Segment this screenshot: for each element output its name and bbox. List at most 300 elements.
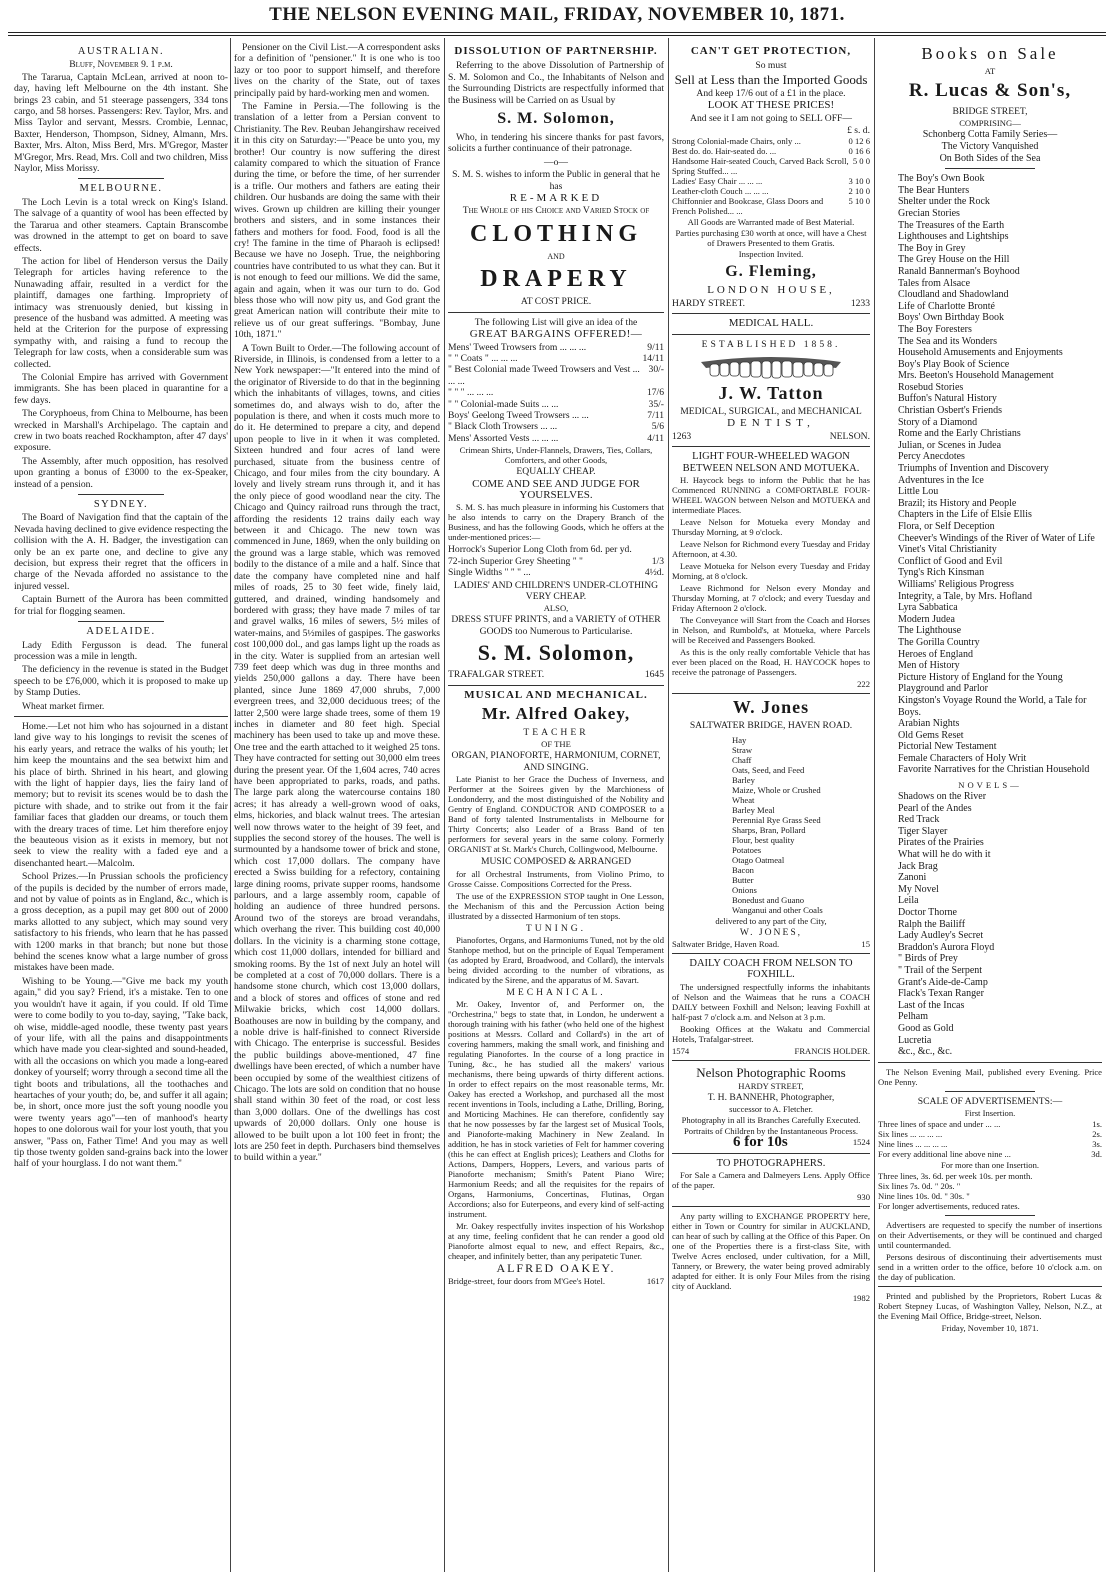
book-item: Tales from Alsace (898, 277, 971, 289)
price-value: 9/11 (647, 341, 664, 353)
book-item: Lyra Sabbatica (898, 602, 958, 614)
price-row (672, 176, 870, 186)
bargains-heading: GREAT BARGAINS OFFERED!— (469, 328, 643, 341)
divider (945, 168, 1035, 169)
book-item: The Victory Vanquished (941, 141, 1039, 152)
come-and-see: COME AND SEE AND JUDGE FOR YOURSELVES. (472, 477, 640, 501)
column-1 (14, 42, 228, 1568)
book-list (878, 173, 1102, 776)
book-item: The Treasures of the Earth (898, 219, 1005, 231)
book-item: Triumphs of Invention and Discovery (898, 463, 1049, 475)
exchange-text: Any party willing to EXCHANGE PROPERTY here, either in Town or Country for similar in AUCKLAND, can hear of such by calling at the Office of this Paper. On one of the Properties there is a first-class Site, with Twelve Acres enclosed, under cultivation, for a Mill, Tannery, or Brewery, the water being proved admirably adapted for either. It is only Four Miles from the rising city of Auckland. (672, 1210, 870, 1291)
as-this-text: As this is the only really comfortable Vehicle that has ever been placed on the Road, H. HAYCOCK hopes to receive the patronage of Passengers. (672, 647, 870, 678)
oakey-signature: ALFRED OAKEY. (496, 1261, 616, 1276)
of-the-label: OF THE (541, 739, 571, 750)
music-composed: MUSIC COMPOSED & ARRANGED (480, 856, 632, 868)
divider (878, 1286, 1102, 1287)
comprising-label: COMPRISING— (959, 118, 1021, 129)
teeth-illustration (696, 354, 846, 380)
solomon-name: S. M. Solomon, (497, 110, 615, 128)
price-item: Six lines ... ... ... ... (878, 1129, 943, 1140)
column-5 (878, 42, 1102, 1568)
novel-list (878, 791, 1102, 1058)
goods-item: Potatoes (732, 844, 762, 855)
printed-date: Friday, November 10, 1871. (941, 1323, 1039, 1334)
photo-heading: Nelson Photographic Rooms (696, 1064, 846, 1080)
price-item: For every additional line above nine ... (878, 1149, 1011, 1160)
price-value: 5/6 (651, 421, 664, 433)
dress-stuff: DRESS STUFF PRINTS, and a VARIETY of OTHER GOODS too Numerous to Particularise. (451, 614, 661, 637)
masthead-rule (8, 32, 1106, 33)
ad-number: 15 (861, 938, 870, 949)
divider (672, 334, 870, 335)
book-item: Ranald Bannerman's Boyhood (898, 265, 1020, 277)
goods-item: Chaff (732, 754, 752, 765)
price-row (672, 156, 870, 176)
bluff-article: The Tararua, Captain McLean, arrived at noon to-day, having left Melbourne on the 4th instant. She brings 23 cabin, and 51 steerage passengers, 334 tons cargo, and 58 horses. Passengers: Rev. Taylor, Mrs. and Miss Taylor and servant, Messrs. Crombie, Lennac, Baxter, Henderson, Thompson, Sidney, Almann, Mrs. Baxter, Mrs. Alton, Miss Berd, Mrs. M'Gregor, Master M'Gregor, Mrs. Read, Mrs. Coll and two children, Miss Naylor, Miss Morissy. (14, 71, 228, 175)
ad-number: 930 (857, 1191, 870, 1202)
price-item: Ladies' Easy Chair ... ... ... (672, 176, 763, 187)
book-item: The Lighthouse (898, 625, 962, 637)
price-value (660, 544, 664, 555)
book-item: The Grey House on the Hill (898, 254, 1010, 266)
price-item: Horrock's Superior Long Cloth from 6d. per yd. (448, 544, 632, 556)
price-value: 2s. (1092, 1129, 1102, 1140)
goods-item: Sharps, Bran, Pollard (732, 824, 806, 835)
trafalgar-line (448, 669, 664, 680)
melbourne-heading: MELBOURNE. (79, 183, 163, 195)
photo-hardy-street: HARDY STREET, (738, 1080, 804, 1091)
ad-number: 1982 (852, 1292, 870, 1303)
book-item: Lighthouses and Lightships (898, 231, 1009, 243)
price-row (448, 353, 664, 364)
more-than-one: For more than one Insertion. (940, 1160, 1040, 1171)
price-row (448, 556, 664, 567)
divider (672, 1153, 870, 1154)
jones-address-line (672, 939, 870, 949)
nelson-label: NELSON. (829, 430, 870, 442)
price-item: Best do. do. Hair-seated do. ... (672, 146, 777, 157)
ad-number: 1263 (672, 430, 692, 442)
masthead: THE NELSON EVENING MAIL, FRIDAY, NOVEMBER 10, 1871. (269, 4, 845, 25)
organ-label: ORGAN, PIANOFORTE, HARMONIUM, CORNET, AND SINGING. (451, 750, 661, 773)
rates-table (878, 1119, 1102, 1159)
price-value: 3 10 0 (848, 176, 870, 187)
portraits-line: Portraits of Children by the Instantaneous Process. (684, 1126, 858, 1137)
book-item: Christian Osbert's Friends (898, 405, 1003, 417)
clothing-heading: CLOTHING (469, 220, 643, 247)
divider (78, 621, 164, 622)
price-item: " Black Cloth Trowsers ... ... (448, 421, 558, 433)
coach-text: The undersigned respectfully informs the inhabitants of Nelson and the Waimeas that he runs a COACH DAILY between Foxhill and Nelson; leaving Foxhill at half-past 7 o'clock a.m. and Nelson at 3 p.m. (672, 981, 870, 1022)
jones-signature: W. JONES, (739, 926, 803, 938)
photo-branches: Photography in all its Branches Carefully Executed. (681, 1115, 861, 1126)
wagon-time: Leave Motueka for Nelson every Tuesday and Friday Morning, at 8 o'clock. (672, 561, 870, 582)
dissolution-text: Referring to the above Dissolution of Partnership of S. M. Solomon and Co., the Inhabitants of Nelson and the Surrounding Districts are respectfully informed that the Business will be Carried on as Usual by (448, 60, 664, 106)
melbourne-para: The action for libel of Henderson versus the Daily Telegraph for articles having reference to the Nunawading affair, resulted in a verdict for the plaintiff, damages one farthing. Impropriety of intimacy was strenuously denied, but kissing in presence of the husband was admitted. A meeting was held at the Criterion for the purpose of expressing sympathy with, and raising a fund to recoup the Telegraph for law costs, when a considerable sum was collected. (14, 255, 228, 370)
goods-item: Barley (732, 774, 755, 785)
book-item: Shelter under the Rock (898, 196, 990, 208)
divider (672, 446, 870, 447)
price-item: Chiffonnier and Bookcase, Glass Doors and French Polished... ... (672, 196, 824, 217)
mechanical-heading: MECHANICAL. (506, 987, 606, 999)
price-value: 7/11 (647, 409, 664, 421)
rate-line: Six lines 7s. 0d. " 20s. " (878, 1181, 961, 1192)
book-item: Williams' Religious Progress (898, 578, 1014, 590)
divider (878, 1062, 1102, 1063)
book-item: Little Lou (898, 486, 939, 498)
remarked-label: RE-MARKED (509, 192, 603, 205)
book-item: The Boy's Own Book (898, 173, 985, 185)
column-3 (448, 42, 664, 1568)
advertisers-note: Advertisers are requested to specify the number of insertions on their Advertisements, or they will be continued and charged until countermanded. (878, 1220, 1102, 1251)
composed-text: for all Orchestral Instruments, from Violino Primo, to Grosse Caisse. Compositions Corrected for the Press. (448, 868, 664, 889)
oakey-address-line (448, 1276, 664, 1286)
book-item: Kingston's Voyage Round the World, a Tale for Boys. (898, 694, 1087, 718)
goods-item: Bonedust and Guano (732, 894, 805, 905)
book-item: Percy Anecdotes (898, 451, 965, 463)
oakey-invitation: Mr. Oakey respectfully invites inspection of his Workshop at any time, feeling confident that he can render a good old Pianoforte almost equal to new, and effect Repairs, &c., cheaper, and infinitely better, than any peripatetic Tuner. (448, 1221, 664, 1262)
goods-item: Oats, Seed, and Feed (732, 764, 805, 775)
goods-item: Hay (732, 734, 747, 745)
wagon-heading: LIGHT FOUR-WHEELED WAGON BETWEEN NELSON AND MOTUEKA. (682, 451, 860, 474)
book-item: Picture History of England for the Young (898, 671, 1063, 683)
book-item: Conflict of Good and Evil (898, 555, 1003, 567)
price-value: 3d. (1091, 1149, 1102, 1160)
tuning-heading: TUNING. (525, 922, 587, 934)
book-item: Cloudland and Shadowland (898, 289, 1009, 301)
book-item: The Bear Hunters (898, 184, 970, 196)
fleming-name: G. Fleming, (725, 263, 817, 281)
price-item: Leather-cloth Couch ... ... ... (672, 186, 769, 197)
goods-item: Straw (732, 744, 753, 755)
cost-price: AT COST PRICE. (520, 296, 592, 308)
book-item: Grecian Stories (898, 207, 960, 219)
price-value: 0 16 6 (848, 146, 870, 157)
melbourne-para: The Assembly, after much opposition, has resolved upon granting a bonus of £3000 to the ex-Speaker, instead of a pension. (14, 455, 228, 490)
price-row (672, 136, 870, 146)
book-item: Tyng's Rich Kinsman (898, 567, 985, 579)
haycock-text: H. Haycock begs to inform the Public that he has Commenced RUNNING a COMFORTABLE FOUR-WHEEL WAGON between Nelson and MOTUEKA and intermediate Places. (672, 475, 870, 516)
rate-line: Three lines, 3s. 6d. per week 10s. per month. (878, 1171, 1033, 1182)
also-label: ALSO, (543, 603, 569, 614)
novel-item: Jack Brag (898, 860, 938, 872)
feed-goods-list (672, 735, 870, 915)
wagon-time: Leave Nelson for Richmond every Tuesday and Friday Afternoon, at 4.30. (672, 539, 870, 560)
novel-item: Good as Gold (898, 1022, 954, 1034)
cotta-series (878, 129, 1102, 164)
so-must: So must (755, 60, 787, 72)
book-item: Julian, or Scenes in Judea (898, 439, 1002, 451)
six-for-ten: 6 for 10s (733, 1134, 788, 1151)
divider (448, 312, 664, 313)
ad-number: 1645 (644, 669, 664, 681)
divider (672, 1060, 870, 1061)
book-item: Boys' Own Birthday Book (898, 312, 1004, 324)
solomon-signature: S. M. Solomon, (477, 640, 635, 666)
novel-item: Shadows on the River (898, 791, 987, 803)
price-item: Three lines of space and under ... ... (878, 1119, 1001, 1130)
successor-line: successor to A. Fletcher. (729, 1104, 813, 1115)
adelaide-para: Lady Edith Fergusson is dead. The funeral procession was a mile in length. (14, 639, 228, 662)
novel-item: Last of the Incas (898, 999, 965, 1011)
column-4 (672, 42, 870, 1568)
for-sale-text: For Sale a Camera and Dalmeyers Lens. Apply Office of the paper. (672, 1169, 870, 1190)
stock-text: The Whole of his Choice and Varied Stock of (462, 205, 650, 217)
list-intro: The following List will give an idea of the (474, 316, 638, 328)
column-divider (444, 38, 445, 1572)
sydney-heading: SYDNEY. (93, 499, 149, 511)
price-row (448, 342, 664, 353)
lsd-header: £ s. d. (847, 125, 870, 137)
price-item: " " " ... ... ... (448, 387, 494, 399)
bridge-street: BRIDGE STREET, (952, 106, 1028, 117)
book-item: Rome and the Early Christians (898, 428, 1021, 440)
divider-mark: —o— (544, 156, 568, 168)
famine-article: The Famine in Persia.—The following is the translation of a letter from a Persian convent to Christianity. The Rev. Reuban Jehangirshaw received it in this city on Saturday:—"Peace be unto you, my brother! Our country is now suffering the direst calamity compared to which the situation of France during the time, or before the time, of her surrender is a trifle. Our mothers and fathers are eating their children. Our husbands are doing the same with their wives. Grown up children are killing their younger brothers and sisters, and in some instances their fathers and mothers for food. Food, food is all the cry! The famine in the time of Pharaoh is eclipsed! Because we have no Joseph. True, the neighboring countries have contributed to us what they can. But it is not enough to feed our millions. We did the same, again and again, when it was our turn to do. God bless those who will now pity us, and God grant the great American nation will contribute their mite to relieve us of our great sufferings. "Bombay, June 10th, 1871." (234, 101, 440, 341)
tatton-name: J. W. Tatton (718, 383, 824, 404)
dentist-label: DENTIST, (727, 417, 815, 430)
masthead-rule-2 (8, 35, 1106, 36)
melbourne-para: The Coryphoeus, from China to Melbourne, has been wrecked in Marshall's Archipelago. The captain and crew in two boats reached Rockhampton, after 47 days' exposure. (14, 408, 228, 454)
booking-text: Booking Offices at the Wakatu and Commercial Hotels, Trafalgar-street. (672, 1023, 870, 1044)
ad-number: 1233 (850, 297, 870, 309)
rate-line: Nine lines 10s. 0d. " 30s. " (878, 1191, 970, 1202)
divider (78, 178, 164, 179)
teacher-label: TEACHER (523, 727, 589, 739)
bannehr-name: T. H. BANNEHR, Photographer, (707, 1091, 835, 1103)
school-prizes-article: School Prizes.—In Prussian schools the proficiency of the pupils is decided by the number of errors made, and not by value of points as in England, &c., which is a gross deception, as a pupil may get 800 out of 2000 marks allotted to any subject, which may sound very satisfactory to his friends, who learn that he has passed with 1200 marks in that branch; but none but those behind the scenes know what a large number of gross mistakes have been made. (14, 871, 228, 974)
goods-item: Barley Meal (732, 804, 775, 815)
musical-heading: MUSICAL AND MECHANICAL. (464, 688, 648, 701)
price-value: 14/11 (642, 352, 664, 364)
adelaide-heading: ADELAIDE. (86, 626, 156, 638)
book-item: The Boy in Grey (898, 242, 966, 254)
price-row (448, 421, 664, 432)
hardy-street: HARDY STREET. (672, 297, 746, 309)
book-item: Life of Charlotte Bronté (898, 300, 995, 312)
book-item: Integrity, a Tale, by Mrs. Hofland (898, 590, 1032, 602)
coach-heading: DAILY COACH FROM NELSON TO FOXHILL. (689, 957, 853, 981)
book-item: The Gorilla Country (898, 636, 980, 648)
novel-item: Pelham (898, 1011, 928, 1023)
novel-item: " Trail of the Serpent (898, 964, 983, 976)
novel-item: Ralph the Bailiff (898, 918, 966, 930)
australian-heading: AUSTRALIAN. (77, 46, 165, 57)
price-value: 5 0 0 (852, 156, 870, 167)
adelaide-para: Wheat market firmer. (22, 700, 105, 712)
novel-item: What will he do with it (898, 849, 991, 861)
coach-footer (672, 1046, 870, 1056)
inspection-line: Inspection Invited. (738, 249, 804, 260)
book-item: Household Amusements and Enjoyments (898, 347, 1063, 359)
price-row (448, 364, 664, 387)
book-item: Old Gems Reset (898, 729, 964, 741)
book-item: Arabian Nights (898, 718, 960, 730)
divider (448, 685, 664, 686)
parties-line: Parties purchasing £30 worth at once, will have a Chest of Drawers Presented to them Gratis. (675, 228, 867, 249)
price-item: " " Colonial-made Suits ... ... (448, 398, 559, 410)
price-row (672, 146, 870, 156)
book-item: Cheever's Windings of the River of Water of Life (898, 532, 1095, 544)
novel-item: " Birds of Prey (898, 953, 958, 965)
divider (672, 313, 870, 314)
price-item: Handsome Hair-seated Couch, Carved Back Scroll, Spring Stuffed... ... (672, 156, 849, 177)
goods-item: Perennial Rye Grass Seed (732, 814, 821, 825)
price-value: 1/3 (651, 555, 664, 567)
jones-address: Saltwater Bridge, Haven Road. (672, 938, 780, 949)
goods-item: Onions (732, 884, 757, 895)
longer-ads: For longer advertisements, reduced rates. (878, 1201, 1020, 1212)
sydney-para: The Board of Navigation find that the captain of the Nevada having declined to give evidence respecting the collision with the A. H. Badger, the investigation can only be an ex parte one, and decline to give any decision, but express their regret that the officers in charge of the Nevada afforded no assistance to the injured vessel. (14, 512, 228, 592)
divider (672, 693, 870, 694)
book-item: Schonberg Cotta Family Series— (922, 129, 1058, 141)
delivered-line: delivered to any part of the City, (715, 915, 827, 926)
divider (78, 494, 164, 495)
book-item: Mrs. Beeton's Household Management (898, 370, 1054, 382)
book-item: Pictorial New Testament (898, 741, 997, 753)
hardy-line (672, 298, 870, 309)
price-value: 4½d. (644, 567, 664, 579)
book-item: Buffon's Natural History (898, 393, 997, 405)
price-item: 72-inch Superior Grey Sheeting " " (448, 555, 583, 567)
goods-item: Otago Oatmeal (732, 854, 785, 865)
goods-item: Bacon (732, 864, 754, 875)
saltwater-bridge: SALTWATER BRIDGE, HAVEN ROAD. (689, 720, 853, 732)
medical-hall-heading: MEDICAL HALL. (728, 317, 814, 330)
keep-line: And keep 17/6 out of a £1 in the place. (696, 87, 846, 99)
price-value: 17/6 (646, 387, 664, 399)
warranted-line: All Goods are Warranted made of Best Material. (687, 217, 855, 228)
price-item: Nine lines ... ... ... ... (878, 1139, 948, 1150)
goods-item: Wanganui and other Coals (732, 904, 823, 915)
printed-by: Printed and published by the Proprietors, Robert Lucas & Robert Stepney Lucas, of Washington Valley, Nelson, N.Z., at the Evening Mail Office, Bridge-street, Nelson. (878, 1291, 1102, 1322)
novel-item: Tiger Slayer (898, 825, 948, 837)
column-divider (668, 38, 669, 1572)
melbourne-para: The Loch Levin is a total wreck on King's Island. The salvage of a quantity of wool has been effected by the Tararua and other steamers. Captain Branscombe was drowned in the attempt to get on board to save effects. (14, 196, 228, 254)
dissolution-heading: DISSOLUTION OF PARTNERSHIP. (454, 45, 658, 57)
price-value: 3s. (1092, 1139, 1102, 1150)
adelaide-para: The deficiency in the revenue is stated in the Budget speech to be £76,000, which it is proposed to make up by Stamp Duties. (14, 664, 228, 699)
first-insertion: First Insertion. (964, 1108, 1016, 1119)
persons-note: Persons desirous of discontinuing their advertisements must send in a written order to the office, before 10 o'clock a.m. on the day of publication. (878, 1252, 1102, 1283)
novel-item: Braddon's Aurora Floyd (898, 941, 995, 953)
price-value: 2 10 0 (848, 186, 870, 197)
price-value: 30/- (648, 364, 664, 376)
price-value: 4/11 (647, 432, 664, 444)
drapery-price-list (448, 544, 664, 578)
remark-intro: S. M. S. wishes to inform the Public in general that he has (452, 169, 660, 192)
ad-number: 222 (857, 679, 870, 690)
novel-item: Leila (898, 895, 919, 907)
tatton-footer (672, 431, 870, 442)
rate-row (878, 1129, 1102, 1139)
book-item: On Both Sides of the Sea (939, 152, 1041, 164)
wagon-time: Leave Nelson for Motueka every Monday and Thursday Morning, at 9 o'clock. (672, 517, 870, 538)
furniture-price-list (672, 136, 870, 216)
book-item: Brazil; its History and People (898, 497, 1017, 509)
book-item: Rosebud Stories (898, 381, 964, 393)
lucas-name: R. Lucas & Son's, (908, 80, 1072, 101)
book-item: Favorite Narratives for the Christian Household (898, 764, 1090, 776)
equally-cheap: EQUALLY CHEAP. (516, 466, 596, 478)
novels-heading: NOVELS— (958, 780, 1022, 791)
book-item: Flora, or Self Deception (898, 521, 995, 532)
price-line (672, 1134, 870, 1151)
expression-stop-text: The use of the EXPRESSION STOP taught in One Lesson, the Mechanism of this and the Percussion Action being illustrated by a dissected Harmonium of ten stops. (448, 890, 664, 921)
rates-table-2 (878, 1171, 1102, 1201)
novel-item: Grant's Aide-de-Camp (898, 976, 988, 988)
jones-name: W. Jones (732, 697, 810, 718)
divider (672, 953, 870, 954)
novel-item: Doctor Thorne (898, 907, 957, 918)
mechanical-text: Mr. Oakey, Inventor of, and Performer on, the "Orchestrina," begs to state that, in London, he underwent a thorough training with his father (who held one of the highest positions at Messrs. Collard and Collard's) in the art of covering hammers, making the small work, and finishing and regulating Pianofortes. In the course of a long practice in Tuning, &c., he has studied all the makers' various mechanisms, there being upwards of thirty different actions. In order to effect repairs on the most reasonable terms, Mr. Oakey has erected a Workshop, and purchased all the most recent inventions in Tools, including a Lathe, Drilling, Boring, and Morticing Machines. He can therefore, confidently say that he now possesses by far the largest set of Musical Tools, and Pianoforte-making Machinery in New Zealand. In addition, he has in stock varieties of Felt for hammer covering (this he can effect at English prices); Leathers and Cloths for Actions, Dampers, Hoppers, Levers, and various parts of Pianoforte mechanism; Smith's Patent Piano Wire; Harmonium Reeds; and all the requisites for the repairs of Organs, Harmoniums, Concertinas, Flutinas, Organ Accordions; also for Euterpeons, and every kind of self-acting instrument. (448, 999, 664, 1220)
rate-row (878, 1139, 1102, 1149)
london-house: LONDON HOUSE, (707, 284, 835, 297)
price-row (448, 387, 664, 398)
novel-item: My Novel (898, 883, 939, 895)
to-photographers-heading: TO PHOTOGRAPHERS. (716, 1157, 826, 1169)
wagon-time: Leave Richmond for Nelson every Monday and Thursday Morning, at 7 o'clock; and every Tuesday and Friday Afternoon 2 o'clock. (672, 583, 870, 614)
book-item: The Boy Foresters (898, 323, 972, 335)
crimean-text: Crimean Shirts, Under-Flannels, Drawers, Ties, Collars, Comforters, and other Goods, (459, 445, 653, 466)
price-row (448, 399, 664, 410)
column-divider (874, 38, 875, 1572)
melbourne-para: The Colonial Empire has arrived with Government immigrants. She has been placed in quarantine for a few days. (14, 371, 228, 406)
look-at-prices: LOOK AT THESE PRICES! (707, 99, 835, 112)
trafalgar-street: TRAFALGAR STREET. (448, 669, 545, 681)
price-row (448, 567, 664, 578)
books-on-sale-heading: Books on Sale (921, 44, 1059, 63)
book-item: Story of a Diamond (898, 416, 978, 428)
drapery-heading: DRAPERY (480, 266, 632, 293)
ad-number: 1574 (672, 1045, 690, 1056)
novel-item: Pearl of the Andes (898, 802, 972, 814)
scale-heading: SCALE OF ADVERTISEMENTS:— (917, 1095, 1063, 1107)
clothing-price-list (448, 342, 664, 445)
solomon-thanks: Who, in tendering his sincere thanks for past favors, solicits a further continuance of their patronage. (448, 132, 664, 155)
and-label: AND (547, 251, 565, 261)
book-item: Playground and Parlor (898, 683, 988, 695)
book-item: Men of History (898, 660, 960, 672)
at-label: AT (984, 66, 996, 76)
novel-item: Red Track (898, 814, 940, 826)
conveyance-text: The Conveyance will Start from the Coach and Horses in Nelson, and Rumbold's, at Motueka, where Parcels will be Received and Passengers Booked. (672, 615, 870, 646)
divider (945, 1215, 1035, 1216)
sell-headline: Sell at Less than the Imported Goods (674, 71, 868, 87)
column-divider (230, 38, 231, 1572)
sydney-para: Captain Burnett of the Aurora has been committed for trial for flogging seamen. (14, 594, 228, 617)
home-article: Home.—Let not him who has sojourned in a distant land give way to his longings to revisit the scenes of his early years, and retrace the walks of his youth; let him keep the mountains and the sea betwixt him and his place of birth. Shrined in his heart, and glowing with the light of happier days, lies the fairy land of memory; but to revisit its scenes would be to dash the picture with shade, and to strike out from it the fair familiar faces that gladden our dreams, or touch them with the dreary traces of time. Let him therefore enjoy the beauteous vision as it exists in memory, but not seek to view the reality with a faded eye and a disenchanted heart.—Malcolm. (14, 720, 228, 869)
wishing-young-article: Wishing to be Young.—"Give me back my youth again," did you say? Friend, it's a mistake. Ten to one you wouldn't have it again, if you could. If old Time were to come bodily to you to-day, saying, "Take back, oh wise, middle-aged noodle, these twenty past years of your life, with all the pains and disappointments which have made you clear-sighted and sound-headed, with all the occasions on which you made a long-eared donkey of yourself; worry through a second time all the tight boots and tribulations, all the toothaches and heartaches of your youth; do, be, and suffer it all again; be, in short, once more just the soft young noodle you were twenty years ago"—ten of manhood's hearty hopes to one dolorous wail for your lost youth, that you answer, "Pass on, Father Time! And you may as well tip those twenty golden sand-grains back into the lower half of your hourglass. I do not want them." (14, 975, 228, 1170)
novel-item: Flack's Texan Ranger (898, 988, 984, 1000)
holder-signature: FRANCIS HOLDER. (794, 1045, 870, 1056)
price-value: 0 12 6 (848, 136, 870, 147)
goods-item: Butter (732, 874, 754, 885)
price-item: Strong Colonial-made Chairs, only ... (672, 136, 801, 147)
cant-get-protection: CAN'T GET PROTECTION, (690, 45, 852, 57)
book-item: Vinet's Vital Christianity (898, 544, 997, 556)
novel-item: Pirates of the Prairies (898, 837, 984, 849)
book-item: Adventures in the Ice (898, 474, 984, 486)
pensioner-article: Pensioner on the Civil List.—A correspondent asks for a definition of "pensioner." It is one who is too lazy or too poor to support himself, and therefore lives on the charity of the State, out of taxes principally paid by hard-working men and women. (234, 42, 440, 99)
ladies-clothing: LADIES' AND CHILDREN'S UNDER-CLOTHING VERY CHEAP. (453, 579, 659, 602)
ad-number: 1524 (852, 1137, 870, 1148)
sell-off-line: And see it I am not going to SELL OFF— (690, 112, 852, 124)
oakey-name: Mr. Alfred Oakey, (481, 704, 631, 724)
oakey-address: Bridge-street, four doors from M'Gee's Hotel. (448, 1275, 606, 1286)
goods-item: Flour, best quality (732, 834, 795, 845)
